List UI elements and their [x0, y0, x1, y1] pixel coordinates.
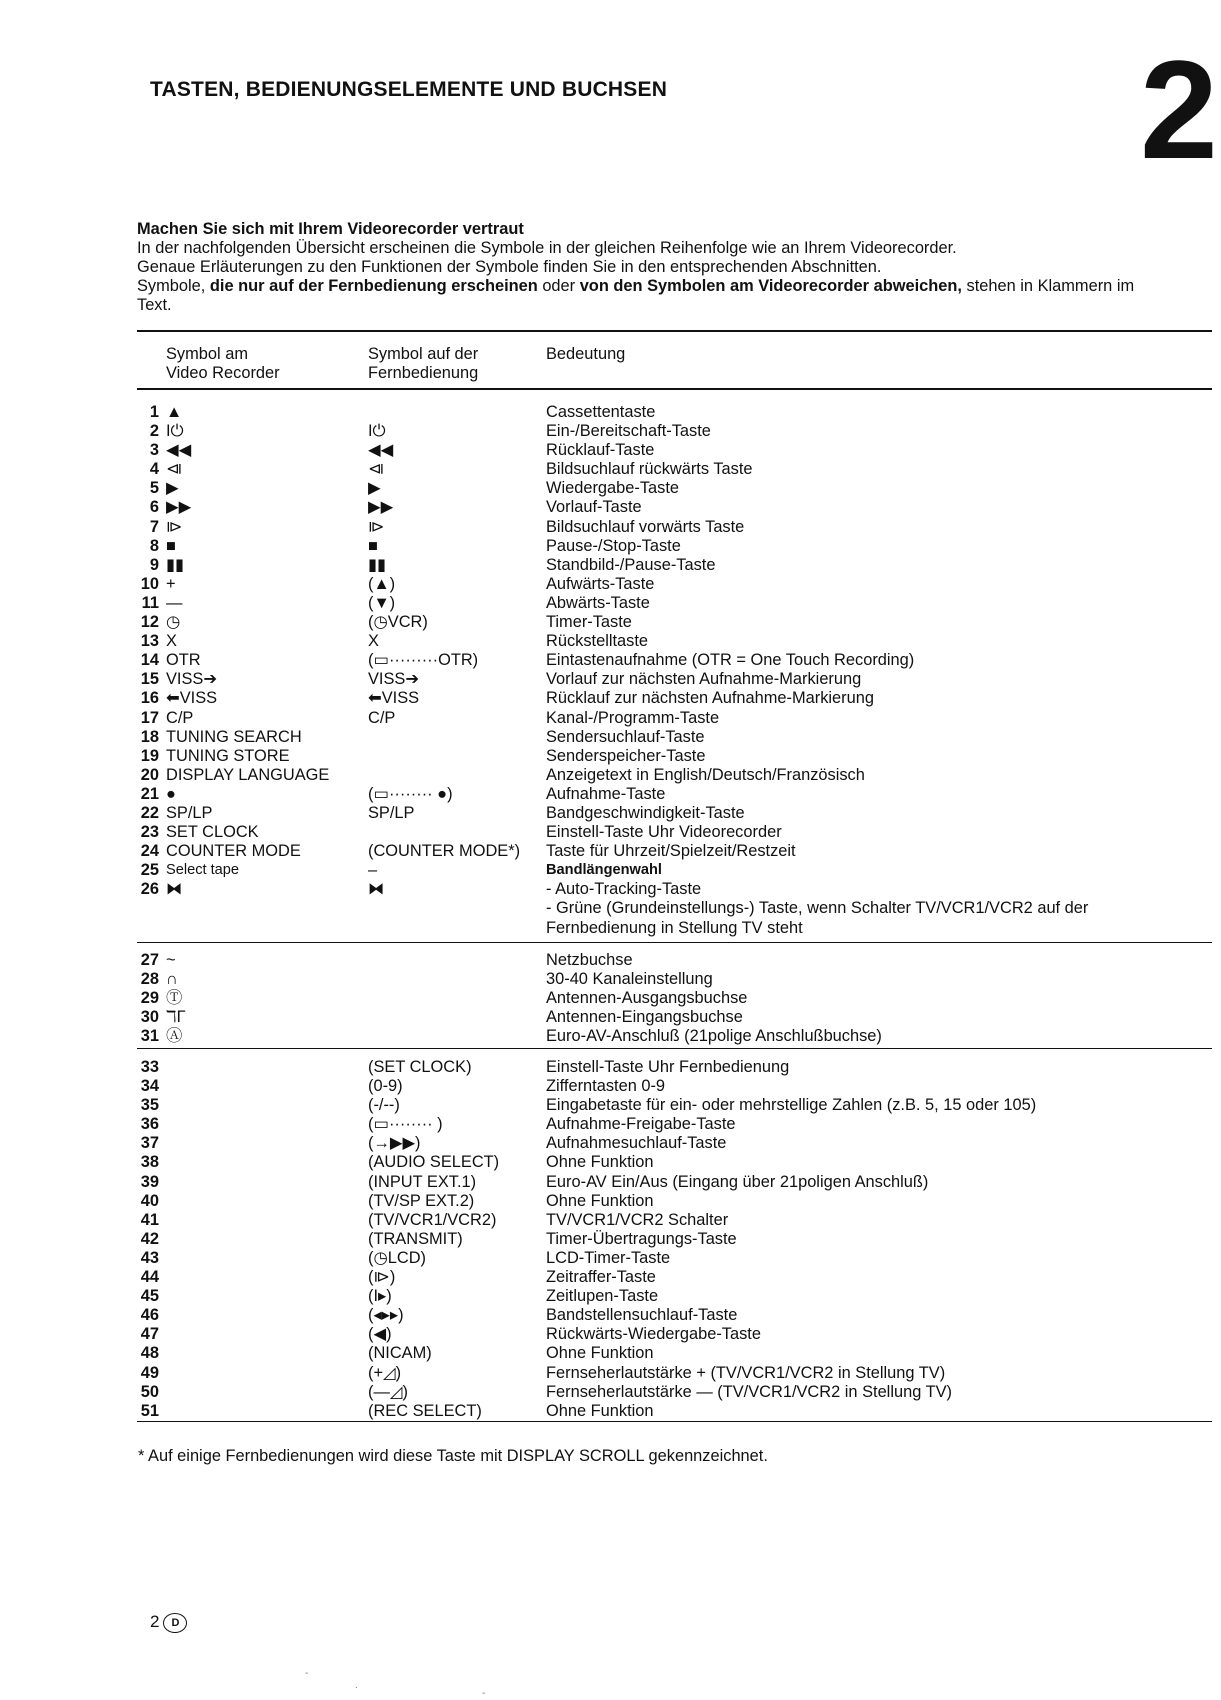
table-row [0, 441, 1221, 460]
table-row [0, 951, 1221, 970]
table-row [0, 1325, 1221, 1344]
table-row [0, 1306, 1221, 1325]
table-row [0, 1344, 1221, 1363]
table-row [0, 460, 1221, 479]
cell-num: 10 [140, 574, 159, 593]
cell-vcr: ⬅VISS [166, 689, 218, 708]
cell-vcr: OTR [166, 651, 201, 670]
cell-mean: Vorlauf-Taste [546, 498, 642, 517]
cell-num: 20 [140, 765, 159, 784]
cell-rc: (◷VCR) [368, 613, 428, 632]
table-row [0, 1230, 1221, 1249]
cell-rc: – [368, 861, 378, 880]
cell-mean: Cassettentaste [546, 403, 656, 421]
table-row [0, 880, 1221, 899]
cell-vcr: SET CLOCK [166, 823, 259, 842]
table-row [0, 1287, 1221, 1306]
table-row [0, 1364, 1221, 1383]
table-row [0, 403, 1221, 422]
table-row [0, 594, 1221, 613]
table-row [0, 498, 1221, 517]
cell-rc: (→▶▶) [368, 1134, 421, 1153]
cell-mean: Bandstellensuchlauf-Taste [546, 1306, 738, 1325]
cell-mean: Euro-AV Ein/Aus (Eingang über 21poligen Anschluß) [546, 1172, 929, 1191]
cell-vcr: ◷ [166, 613, 181, 632]
cell-rc: ▮▮ [368, 555, 387, 574]
cell-vcr: I⏻ [166, 422, 184, 441]
cell-num: 6 [149, 498, 159, 517]
table-row [0, 479, 1221, 498]
cell-mean: Zeitlupen-Taste [546, 1287, 659, 1306]
cell-rc: (◀) [368, 1325, 392, 1344]
cell-rc: (TV/SP EXT.2) [368, 1191, 475, 1210]
cell-rc: VISS➔ [368, 670, 420, 689]
cell-num: 34 [140, 1077, 159, 1096]
cell-vcr: C/P [166, 708, 194, 727]
cell-num: 27 [140, 951, 159, 969]
table-row [0, 1268, 1221, 1287]
cell-vcr: SP/LP [166, 803, 213, 822]
cell-rc: (⧐) [368, 1268, 396, 1287]
table-row [0, 709, 1221, 728]
cell-mean: Einstell-Taste Uhr Fernbedienung [546, 1058, 790, 1076]
table-row [0, 1008, 1221, 1027]
cell-num: 35 [140, 1096, 159, 1115]
cell-num: 17 [140, 708, 159, 727]
table-row [0, 804, 1221, 823]
cell-num: 8 [149, 536, 159, 555]
cell-vcr: ◀◀ [166, 441, 192, 460]
table-row [0, 970, 1221, 989]
cell-rc: (I▸) [368, 1287, 392, 1306]
cell-mean: Pause-/Stop-Taste [546, 536, 681, 555]
cell-mean: Kanal-/Programm-Taste [546, 708, 720, 727]
cell-vcr: + [166, 574, 176, 593]
table-row [0, 728, 1221, 747]
table-row [0, 1058, 1221, 1077]
table-row [0, 518, 1221, 537]
cell-rc: ◀◀ [368, 441, 394, 460]
cell-rc: ▶▶ [368, 498, 394, 517]
table-row [0, 670, 1221, 689]
divider [137, 942, 1212, 943]
cell-rc: (▭········ ●) [368, 784, 453, 803]
cell-num: 14 [140, 651, 159, 670]
cell-rc: ■ [368, 536, 378, 555]
table-row [0, 747, 1221, 766]
cell-mean: Euro-AV-Anschluß (21polige Anschlußbuchse) [546, 1027, 882, 1046]
cell-rc: ⬅VISS [368, 689, 420, 708]
cell-rc: I⏻ [368, 422, 386, 441]
cell-num: 44 [140, 1268, 159, 1287]
cell-mean: Aufnahme-Freigabe-Taste [546, 1115, 736, 1134]
header-meaning: Bedeutung [546, 345, 626, 363]
table-row [0, 861, 1221, 880]
cell-vcr: ■ [166, 536, 176, 555]
cell-vcr: ⧏ [166, 460, 183, 479]
cell-mean: Anzeigetext in English/Deutsch/Französisch [546, 765, 865, 784]
cell-mean: Standbild-/Pause-Taste [546, 555, 716, 574]
cell-num: 31 [140, 1027, 159, 1046]
table-row [0, 613, 1221, 632]
cell-num: 49 [140, 1363, 159, 1382]
scan-mark: - [305, 1668, 309, 1679]
footnote: * Auf einige Fernbedienungen wird diese Taste mit DISPLAY SCROLL gekennzeichnet. [138, 1447, 768, 1465]
cell-vcr: ℸΓ [166, 1008, 186, 1027]
cell-rc: (◂▸▸) [368, 1306, 404, 1325]
cell-vcr: TUNING SEARCH [166, 727, 302, 746]
cell-vcr: ▮▮ [166, 555, 185, 574]
cell-num: 40 [140, 1191, 159, 1210]
cell-rc: C/P [368, 708, 396, 727]
header-remote-symbol: Symbol auf der Fernbedienung [368, 345, 479, 382]
cell-mean: - Auto-Tracking-Taste [546, 880, 702, 899]
cell-rc: (-/--) [368, 1096, 400, 1115]
cell-num: 48 [140, 1344, 159, 1363]
cell-rc: (◷LCD) [368, 1248, 427, 1267]
cell-num: 50 [140, 1382, 159, 1401]
intro-line: Genaue Erläuterungen zu den Funktionen der Symbole finden Sie in den entsprechenden Abschnitten. [137, 258, 882, 276]
cell-vcr: — [166, 593, 183, 612]
cell-mean: Ohne Funktion [546, 1191, 654, 1210]
cell-rc: ⧏ [368, 460, 385, 479]
cell-num: 41 [140, 1210, 159, 1229]
table-section-sockets [0, 951, 1221, 1046]
cell-mean: Timer-Übertragungs-Taste [546, 1229, 737, 1248]
scan-mark: . [355, 1680, 358, 1691]
table-row [0, 842, 1221, 861]
cell-mean: Netzbuchse [546, 951, 633, 969]
cell-vcr: ⧓ [166, 880, 183, 899]
cell-vcr: ● [166, 784, 176, 803]
table-row [0, 1115, 1221, 1134]
cell-num: 7 [149, 517, 159, 536]
cell-num: 4 [149, 460, 159, 479]
cell-mean: Senderspeicher-Taste [546, 746, 706, 765]
cell-num: 5 [149, 479, 159, 498]
table-section-remote [0, 1058, 1221, 1421]
cell-mean: Einstell-Taste Uhr Videorecorder [546, 823, 782, 842]
cell-mean: Zeitraffer-Taste [546, 1268, 656, 1287]
cell-rc: SP/LP [368, 803, 415, 822]
cell-mean: Bandgeschwindigkeit-Taste [546, 803, 745, 822]
page-title: TASTEN, BEDIENUNGSELEMENTE UND BUCHSEN [150, 78, 668, 101]
table-row [0, 575, 1221, 594]
table-row [0, 1249, 1221, 1268]
cell-rc: (▲) [368, 574, 396, 593]
header-vcr-symbol: Symbol am Video Recorder [166, 345, 280, 382]
table-row [0, 1027, 1221, 1046]
cell-num: 30 [140, 1008, 159, 1027]
table-row [0, 1153, 1221, 1172]
cell-mean: Eingabetaste für ein- oder mehrstellige Zahlen (z.B. 5, 15 oder 105) [546, 1096, 1037, 1115]
cell-num: 42 [140, 1229, 159, 1248]
intro-line: Text. [137, 296, 172, 314]
cell-vcr: ⧐ [166, 517, 183, 536]
cell-mean: Bandlängenwahl [546, 862, 662, 879]
intro-line: Symbole, die nur auf der Fernbedienung erscheinen oder von den Symbolen am Videorecorder abweichen, stehen in Klammern im [137, 277, 1135, 295]
cell-vcr: ∩ [166, 970, 178, 989]
cell-vcr: DISPLAY LANGUAGE [166, 765, 330, 784]
table-row [0, 689, 1221, 708]
cell-vcr: ▶ [166, 479, 179, 498]
table-section-controls [0, 403, 1221, 938]
divider [137, 330, 1212, 332]
divider [137, 1421, 1212, 1422]
cell-rc: ⧓ [368, 880, 385, 899]
cell-num: 47 [140, 1325, 159, 1344]
cell-mean: Taste für Uhrzeit/Spielzeit/Restzeit [546, 842, 796, 861]
cell-rc: (▭·········OTR) [368, 651, 479, 670]
cell-vcr: ▲ [166, 403, 183, 421]
table-row [0, 556, 1221, 575]
cell-rc: ⧐ [368, 517, 385, 536]
cell-num: 1 [149, 403, 159, 421]
cell-num: 25 [140, 861, 159, 880]
table-row [0, 823, 1221, 842]
cell-num: 22 [140, 803, 159, 822]
cell-rc: (SET CLOCK) [368, 1058, 472, 1076]
language-circle-icon: D [163, 1613, 187, 1633]
cell-mean: Antennen-Eingangsbuchse [546, 1008, 743, 1027]
cell-mean: 30-40 Kanaleinstellung [546, 970, 713, 989]
table-row [0, 1211, 1221, 1230]
cell-vcr: Ⓣ [166, 989, 183, 1008]
cell-mean: Rückwärts-Wiedergabe-Taste [546, 1325, 761, 1344]
cell-mean: Zifferntasten 0-9 [546, 1077, 666, 1096]
cell-mean: Eintastenaufnahme (OTR = One Touch Recording) [546, 651, 915, 670]
cell-num: 26 [140, 880, 159, 899]
cell-mean: Aufwärts-Taste [546, 574, 655, 593]
cell-mean: Ohne Funktion [546, 1153, 654, 1172]
cell-vcr: VISS➔ [166, 670, 218, 689]
cell-num: 39 [140, 1172, 159, 1191]
cell-mean: Rückstelltaste [546, 632, 649, 651]
table-row [0, 422, 1221, 441]
cell-num: 28 [140, 970, 159, 989]
cell-rc: (▼) [368, 593, 396, 612]
cell-num: 45 [140, 1287, 159, 1306]
table-row [0, 766, 1221, 785]
cell-rc: X [368, 632, 379, 651]
cell-mean: Rücklauf zur nächsten Aufnahme-Markierung [546, 689, 874, 708]
cell-num: 43 [140, 1248, 159, 1267]
cell-rc: (REC SELECT) [368, 1401, 482, 1420]
cell-mean: Ohne Funktion [546, 1344, 654, 1363]
cell-vcr: ~ [166, 951, 176, 969]
cell-vcr: TUNING STORE [166, 746, 290, 765]
cell-num: 46 [140, 1306, 159, 1325]
intro-heading: Machen Sie sich mit Ihrem Videorecorder vertraut [137, 220, 524, 238]
cell-mean: Wiedergabe-Taste [546, 479, 680, 498]
chapter-number: 2 [1140, 31, 1218, 188]
cell-mean: TV/VCR1/VCR2 Schalter [546, 1210, 729, 1229]
cell-num: 12 [140, 613, 159, 632]
table-row [0, 1383, 1221, 1402]
cell-mean: Fernseherlautstärke + (TV/VCR1/VCR2 in Stellung TV) [546, 1363, 946, 1382]
divider [137, 1048, 1212, 1049]
cell-num: 15 [140, 670, 159, 689]
cell-num: 29 [140, 989, 159, 1008]
cell-mean: Ohne Funktion [546, 1401, 654, 1420]
cell-mean: Vorlauf zur nächsten Aufnahme-Markierung [546, 670, 862, 689]
table-row [0, 651, 1221, 670]
cell-rc: ▶ [368, 479, 381, 498]
cell-mean: Aufnahmesuchlauf-Taste [546, 1134, 727, 1153]
table-row [0, 1402, 1221, 1421]
cell-mean: Fernbedienung in Stellung TV steht [546, 918, 803, 937]
table-row [0, 1096, 1221, 1115]
cell-num: 3 [149, 441, 159, 460]
cell-num: 9 [149, 555, 159, 574]
cell-rc: (0-9) [368, 1077, 403, 1096]
cell-rc: (▭········ ) [368, 1115, 443, 1134]
cell-num: 19 [140, 746, 159, 765]
cell-num: 38 [140, 1153, 159, 1172]
cell-rc: (TRANSMIT) [368, 1229, 463, 1248]
table-row [0, 989, 1221, 1008]
table-row [0, 899, 1221, 918]
cell-vcr: Select tape [166, 862, 240, 879]
scan-mark: - [482, 1688, 486, 1699]
page-number: 2 D [150, 1612, 187, 1633]
cell-rc: (AUDIO SELECT) [368, 1153, 500, 1172]
table-row [0, 632, 1221, 651]
cell-vcr: Ⓐ [166, 1027, 183, 1046]
table-row [0, 537, 1221, 556]
intro-line: In der nachfolgenden Übersicht erscheinen die Symbole in der gleichen Reihenfolge wie an Ihrem Videorecorder. [137, 239, 957, 257]
cell-mean: Aufnahme-Taste [546, 784, 666, 803]
table-row [0, 1134, 1221, 1153]
cell-num: 21 [140, 784, 159, 803]
cell-num: 33 [140, 1058, 159, 1076]
cell-mean: Rücklauf-Taste [546, 441, 655, 460]
cell-mean: Sendersuchlauf-Taste [546, 727, 705, 746]
table-row [0, 919, 1221, 938]
cell-mean: LCD-Timer-Taste [546, 1248, 671, 1267]
cell-rc: (INPUT EXT.1) [368, 1172, 477, 1191]
cell-num: 37 [140, 1134, 159, 1153]
table-row [0, 1077, 1221, 1096]
cell-mean: Abwärts-Taste [546, 593, 650, 612]
cell-mean: Antennen-Ausgangsbuchse [546, 989, 748, 1008]
table-row [0, 785, 1221, 804]
cell-num: 24 [140, 842, 159, 861]
cell-mean: Ein-/Bereitschaft-Taste [546, 422, 711, 441]
cell-vcr: ▶▶ [166, 498, 192, 517]
table-row [0, 1192, 1221, 1211]
cell-mean: Bildsuchlauf rückwärts Taste [546, 460, 753, 479]
cell-num: 16 [140, 689, 159, 708]
cell-num: 23 [140, 823, 159, 842]
cell-num: 2 [149, 422, 159, 441]
intro-text [137, 220, 1217, 315]
cell-mean: Bildsuchlauf vorwärts Taste [546, 517, 745, 536]
cell-mean: Fernseherlautstärke — (TV/VCR1/VCR2 in Stellung TV) [546, 1382, 952, 1401]
cell-num: 13 [140, 632, 159, 651]
cell-rc: (COUNTER MODE*) [368, 842, 521, 861]
cell-rc: (—◿) [368, 1382, 408, 1401]
cell-vcr: COUNTER MODE [166, 842, 301, 861]
cell-num: 11 [141, 593, 159, 612]
cell-rc: (+◿) [368, 1363, 402, 1382]
cell-num: 18 [140, 727, 159, 746]
cell-vcr: X [166, 632, 177, 651]
table-row [0, 1173, 1221, 1192]
cell-mean: - Grüne (Grundeinstellungs-) Taste, wenn Schalter TV/VCR1/VCR2 auf der [546, 899, 1089, 918]
cell-num: 51 [140, 1401, 159, 1420]
cell-num: 36 [140, 1115, 159, 1134]
cell-rc: (NICAM) [368, 1344, 432, 1363]
cell-rc: (TV/VCR1/VCR2) [368, 1210, 497, 1229]
cell-mean: Timer-Taste [546, 613, 632, 632]
divider [137, 388, 1212, 390]
